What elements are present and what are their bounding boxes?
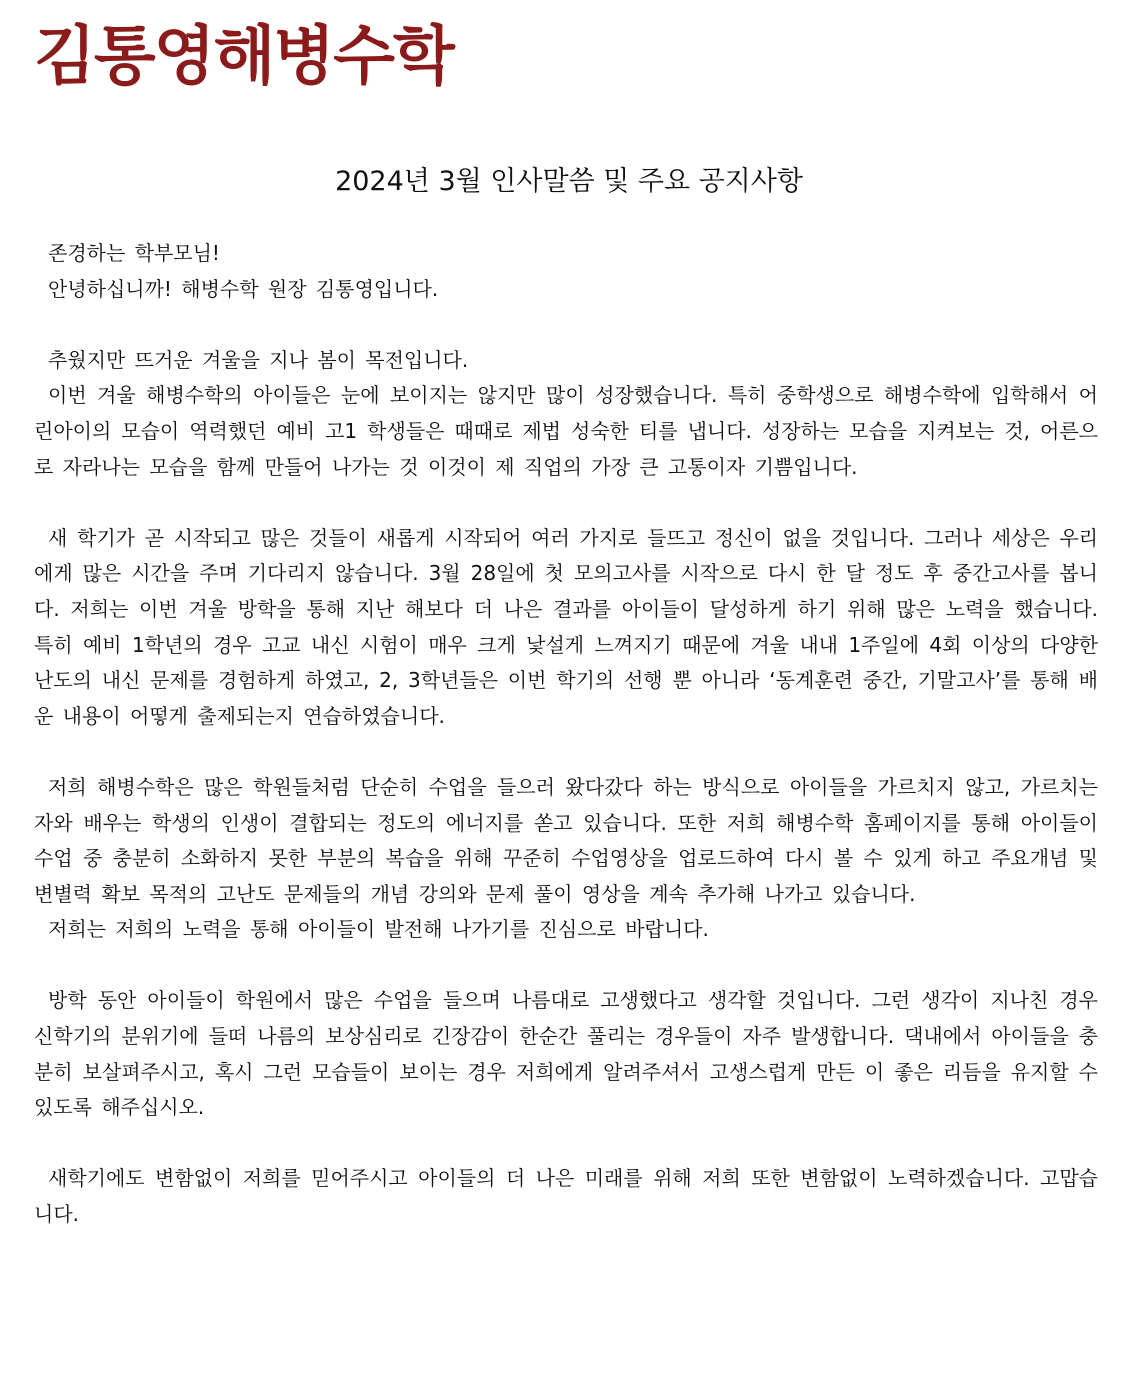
paragraph-1-intro: 추웠지만 뜨거운 겨울을 지나 봄이 목전입니다. — [48, 347, 469, 372]
paragraph-spacer — [34, 734, 1098, 770]
letter-body — [34, 236, 1098, 1233]
notice-title: 2024년 3월 인사말씀 및 주요 공지사항 — [335, 166, 803, 197]
paragraph-3-closing: 저희는 저희의 노력을 통해 아이들이 발전해 나가기를 진심으로 바랍니다. — [48, 917, 709, 942]
paragraph-spacer — [34, 1126, 1098, 1162]
paragraph-5: 새학기에도 변함없이 저희를 믿어주시고 아이들의 더 나은 미래를 위해 저희 또한 변함없이 노력하겠습니다. 고맙습니다. — [34, 1166, 1098, 1227]
paragraph-4: 방학 동안 아이들이 학원에서 많은 수업을 들으며 나름대로 고생했다고 생각할 것입니다. 그런 생각이 지나친 경우 신학기의 분위기에 들떠 나름의 보상심리로 긴장감이 한순간 풀리는 경우들이 자주 발생합니다. 댁내에서 아이들을 충분히 보살펴주시고, 혹시 그런 모습들이 보이는 경우 저희에게 알려주셔서 고생스럽게 만든 이 좋은 리듬을 유지할 수 있도록 해주십시오. — [34, 988, 1098, 1120]
paragraph-spacer — [34, 485, 1098, 521]
paragraph-spacer — [34, 307, 1098, 343]
academy-logo: 김통영해병수학 — [34, 19, 453, 94]
paragraph-3-body: 저희 해병수학은 많은 학원들처럼 단순히 수업을 들으러 왔다갔다 하는 방식으로 아이들을 가르치지 않고, 가르치는 자와 배우는 학생의 인생이 결합되는 정도의 에너지를 쏟고 있습니다. 또한 저희 해병수학 홈페이지를 통해 아이들이 수업 중 충분히 소화하지 못한 부분의 복습을 위해 꾸준히 수업영상을 업로드하여 다시 볼 수 있게 하고 주요개념 및 변별력 확보 목적의 고난도 문제들의 개념 강의와 문제 풀이 영상을 계속 추가해 나가고 있습니다. — [34, 774, 1098, 906]
paragraph-2: 새 학기가 곧 시작되고 많은 것들이 새롭게 시작되어 여러 가지로 들뜨고 정신이 없을 것입니다. 그러나 세상은 우리에게 많은 시간을 주며 기다리지 않습니다. 3월 28일에 첫 모의고사를 시작으로 다시 한 달 정도 후 중간고사를 봅니다. 저희는 이번 겨울 방학을 통해 지난 해보다 더 나은 결과를 아이들이 달성하게 하기 위해 많은 노력을 했습니다. 특히 예비 1학년의 경우 고교 내신 시험이 매우 크게 낯설게 느껴지기 때문에 겨울 내내 1주일에 4회 이상의 다양한 난도의 내신 문제를 경험하게 하였고, 2, 3학년들은 이번 학기의 선행 뿐 아니라 ‘동계훈련 중간, 기말고사’를 통해 배운 내용이 어떻게 출제되는지 연습하였습니다. — [34, 525, 1098, 728]
greeting-line-1: 존경하는 학부모님! — [48, 241, 220, 265]
greeting-line-2: 안녕하십니까! 해병수학 원장 김통영입니다. — [48, 276, 439, 301]
paragraph-spacer — [34, 948, 1098, 984]
paragraph-1-body: 이번 겨울 해병수학의 아이들은 눈에 보이지는 않지만 많이 성장했습니다. 특히 중학생으로 해병수학에 입학해서 어린아이의 모습이 역력했던 예비 고1 학생들은 때때로 제법 성숙한 티를 냅니다. 성장하는 모습을 지켜보는 것, 어른으로 자라나는 모습을 함께 만들어 나가는 것 이것이 제 직업의 가장 큰 고통이자 기쁨입니다. — [34, 383, 1098, 479]
